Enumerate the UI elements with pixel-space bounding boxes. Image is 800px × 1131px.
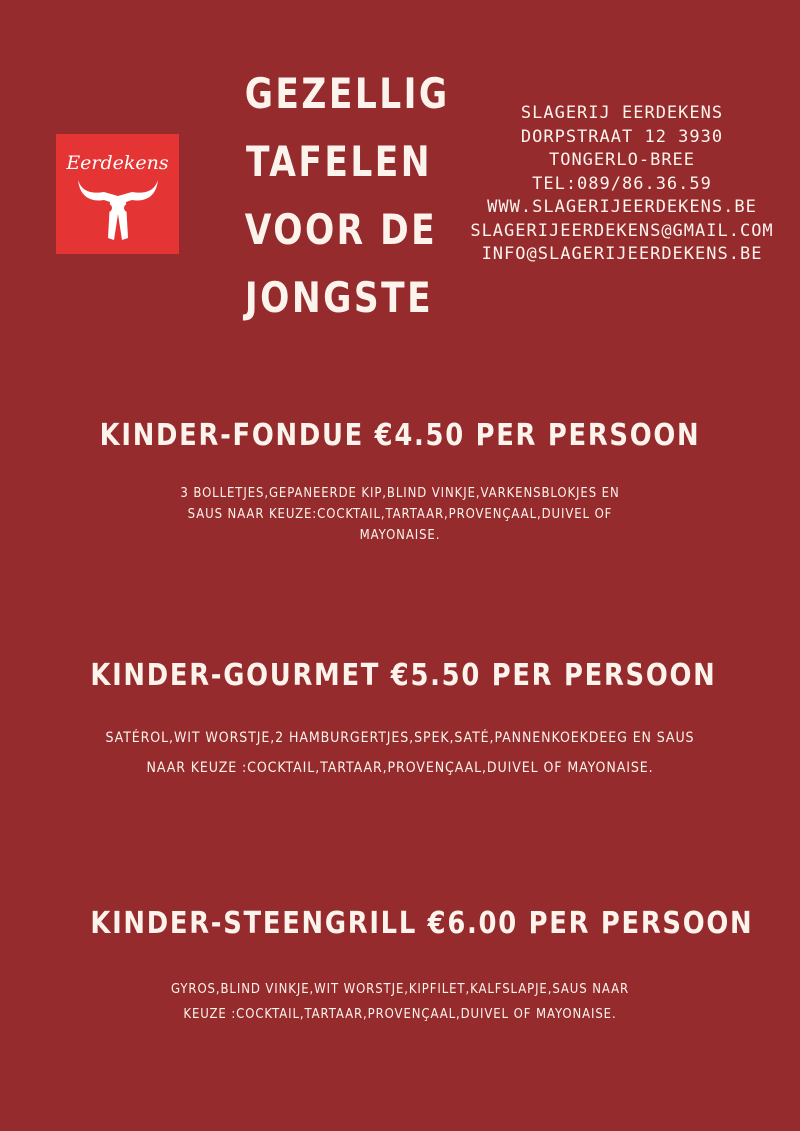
website-link[interactable]: WWW.SLAGERIJEERDEKENS.BE [487, 197, 757, 217]
headline-line: GEZELLIG [244, 69, 450, 118]
section-title: KINDER-FONDUE €4.50 PER PERSOON [99, 418, 701, 453]
section-description: GYROS,BLIND VINKJE,WIT WORSTJE,KIPFILET,KALFSLAPJE,SAUS NAAR KEUZE :COCKTAIL,TARTAAR,PROVENÇAAL,DUIVEL OF MAYONAISE. [170, 982, 630, 1022]
section-fondue [40, 418, 760, 546]
section-steengrill [40, 906, 760, 1027]
headline-line: VOOR DE [244, 205, 438, 254]
section-gourmet [40, 658, 760, 783]
headline-line: JONGSTE [244, 273, 434, 322]
brand-logo [56, 134, 179, 254]
headline-line: TAFELEN [245, 137, 433, 186]
info-email-link[interactable]: INFO@SLAGERIJEERDEKENS.BE [481, 244, 763, 264]
logo-text: Eerdekens [66, 152, 169, 174]
contact-block [462, 102, 782, 267]
shop-name: SLAGERIJ EERDEKENS [520, 103, 724, 123]
email-link[interactable]: SLAGERIJEERDEKENS@GMAIL.COM [470, 220, 774, 241]
phone: TEL:089/86.36.59 [532, 173, 712, 194]
section-description: SATÉROL,WIT WORSTJE,2 HAMBURGERTJES,SPEK,SATÉ,PANNENKOEKDEEG EN SAUS NAAR KEUZE :COCKTAIL,TARTAAR,PROVENÇAAL,DUIVEL OF MAYONAISE. [105, 730, 695, 776]
section-title: KINDER-GOURMET €5.50 PER PERSOON [90, 658, 717, 693]
headline [244, 60, 450, 332]
bull-horns-icon [74, 178, 162, 242]
city: TONGERLO-BREE [548, 150, 696, 170]
section-title: KINDER-STEENGRILL €6.00 PER PERSOON [90, 906, 754, 941]
section-description: 3 BOLLETJES,GEPANEERDE KIP,BLIND VINKJE,VARKENSBLOKJES EN SAUS NAAR KEUZE:COCKTAIL,TARTAAR,PROVENÇAAL,DUIVEL OF MAYONAISE. [180, 486, 620, 543]
street-address: DORPSTRAAT 12 3930 [520, 126, 724, 147]
